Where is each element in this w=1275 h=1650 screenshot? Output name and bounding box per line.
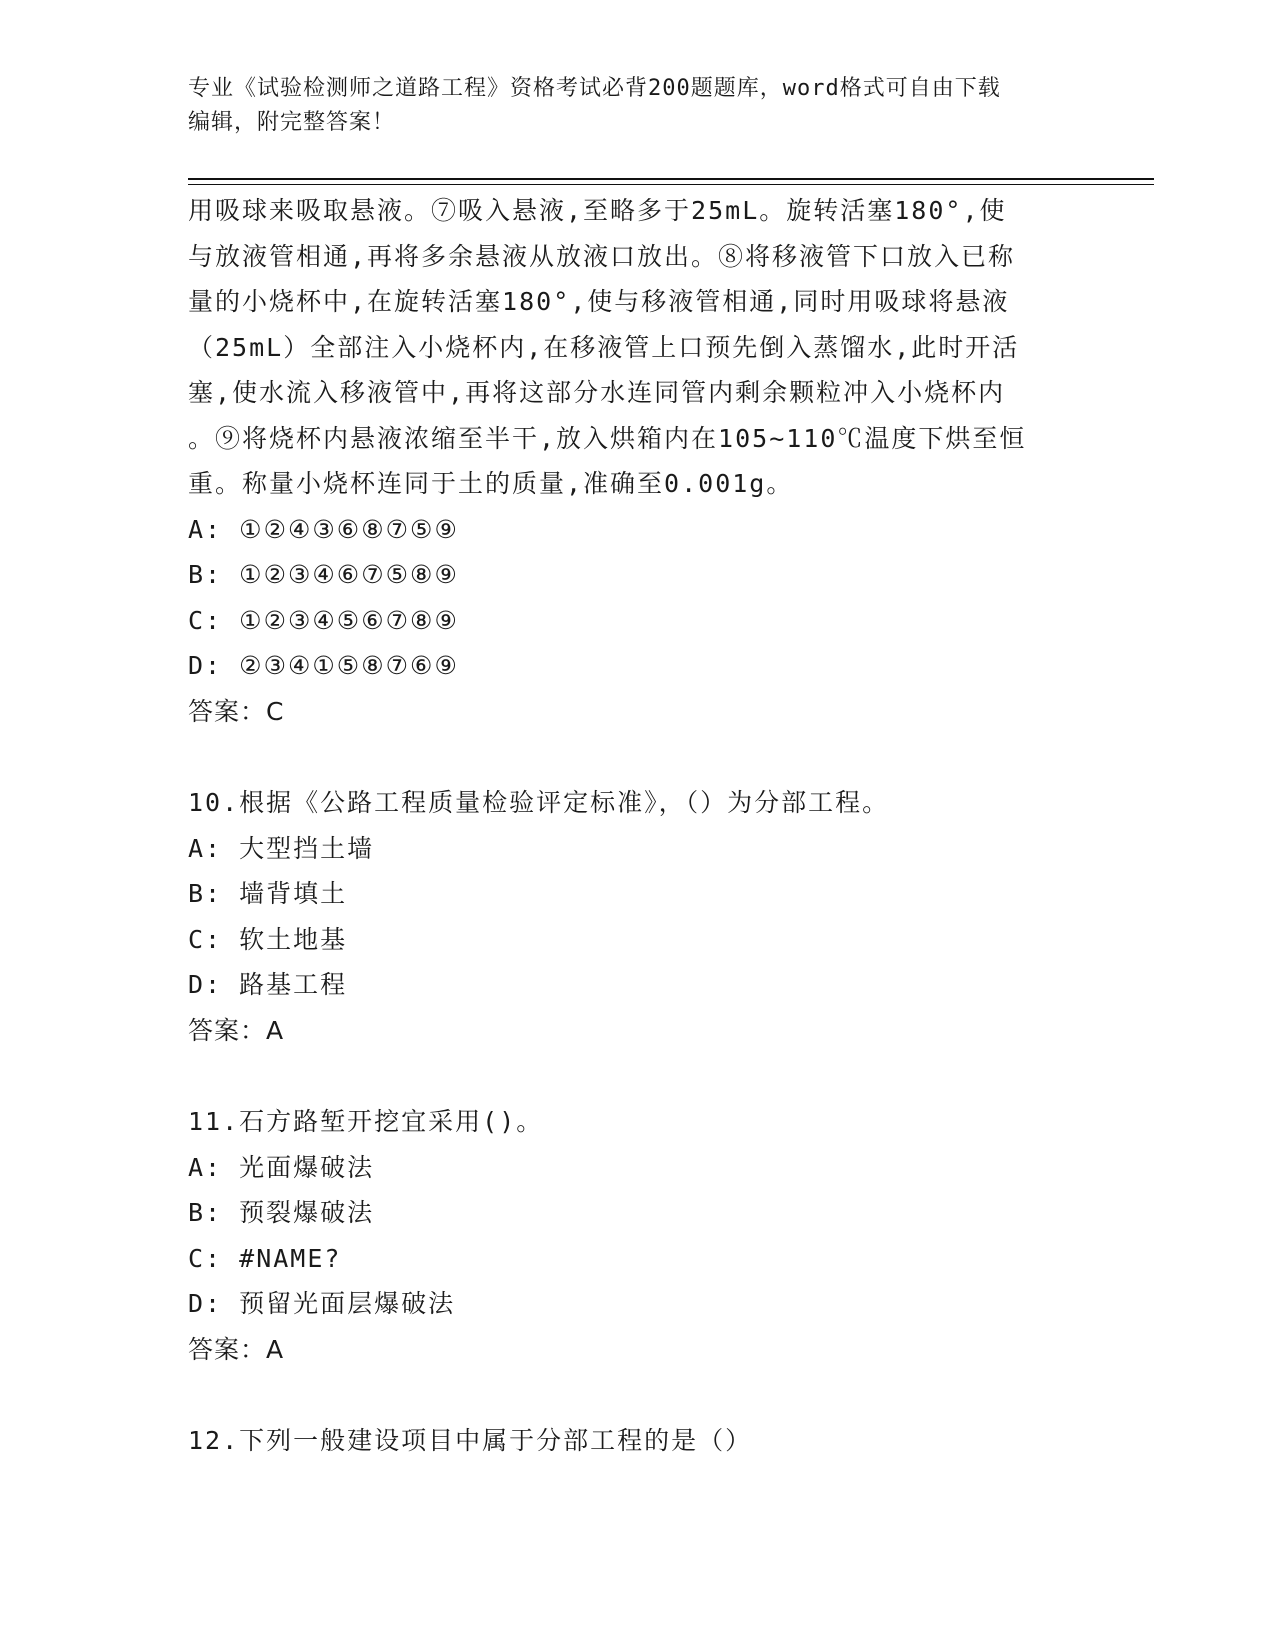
paragraph-line: 量的小烧杯中,在旋转活塞180°,使与移液管相通,同时用吸球将悬液 (188, 287, 1010, 316)
spacer (188, 1053, 1088, 1099)
header-line-2: 编辑，附完整答案！ (188, 110, 396, 135)
spacer (188, 734, 1088, 780)
option-a: A: 光面爆破法 (188, 1152, 375, 1182)
answer-label: 答案：C (188, 696, 285, 726)
paragraph-line: 用吸球来吸取悬液。⑦吸入悬液,至略多于25mL。旋转活塞180°,使 (188, 196, 1007, 225)
document-body (188, 188, 1088, 1464)
paragraph-line: 与放液管相通,再将多余悬液从放液口放出。⑧将移液管下口放入已称 (188, 241, 1016, 271)
option-c: C: #NAME? (188, 1243, 342, 1273)
option-a: A: ①②④③⑥⑧⑦⑤⑨ (188, 514, 459, 544)
paragraph-line: 塞,使水流入移液管中,再将这部分水连同管内剩余颗粒冲入小烧杯内 (188, 378, 1006, 407)
answer-label: 答案：A (188, 1334, 285, 1364)
question-9-continuation (188, 188, 1088, 734)
header-divider-thick (188, 178, 1154, 180)
option-d: D: 路基工程 (188, 970, 348, 999)
header-line-1: 专业《试验检测师之道路工程》资格考试必背200题题库，word格式可自由下载 (188, 76, 1001, 101)
spacer (188, 1372, 1088, 1418)
option-b: B: ①②③④⑥⑦⑤⑧⑨ (188, 560, 459, 589)
header-divider-thin (188, 184, 1154, 185)
option-b: B: 预裂爆破法 (188, 1198, 375, 1227)
document-header (188, 72, 1088, 140)
option-a: A: 大型挡土墙 (188, 833, 375, 863)
question-11 (188, 1099, 1088, 1372)
question-text: 10.根据《公路工程质量检验评定标准》，（）为分部工程。 (188, 788, 890, 817)
option-b: B: 墙背填土 (188, 879, 348, 908)
option-c: C: 软土地基 (188, 924, 348, 954)
question-10 (188, 780, 1088, 1053)
question-12 (188, 1418, 1088, 1464)
option-d: D: 预留光面层爆破法 (188, 1289, 456, 1318)
question-text: 12.下列一般建设项目中属于分部工程的是（） (188, 1426, 753, 1455)
question-text: 11.石方路堑开挖宜采用()。 (188, 1107, 544, 1136)
answer-label: 答案：A (188, 1015, 285, 1045)
option-c: C: ①②③④⑤⑥⑦⑧⑨ (188, 605, 459, 635)
option-d: D: ②③④①⑤⑧⑦⑥⑨ (188, 651, 459, 680)
paragraph-line: （25mL）全部注入小烧杯内,在移液管上口预先倒入蒸馏水,此时开活 (188, 332, 1020, 362)
paragraph-line: 。⑨将烧杯内悬液浓缩至半干,放入烘箱内在105~110℃温度下烘至恒 (188, 423, 1027, 453)
paragraph-line: 重。称量小烧杯连同于土的质量,准确至0.001g。 (188, 469, 794, 498)
